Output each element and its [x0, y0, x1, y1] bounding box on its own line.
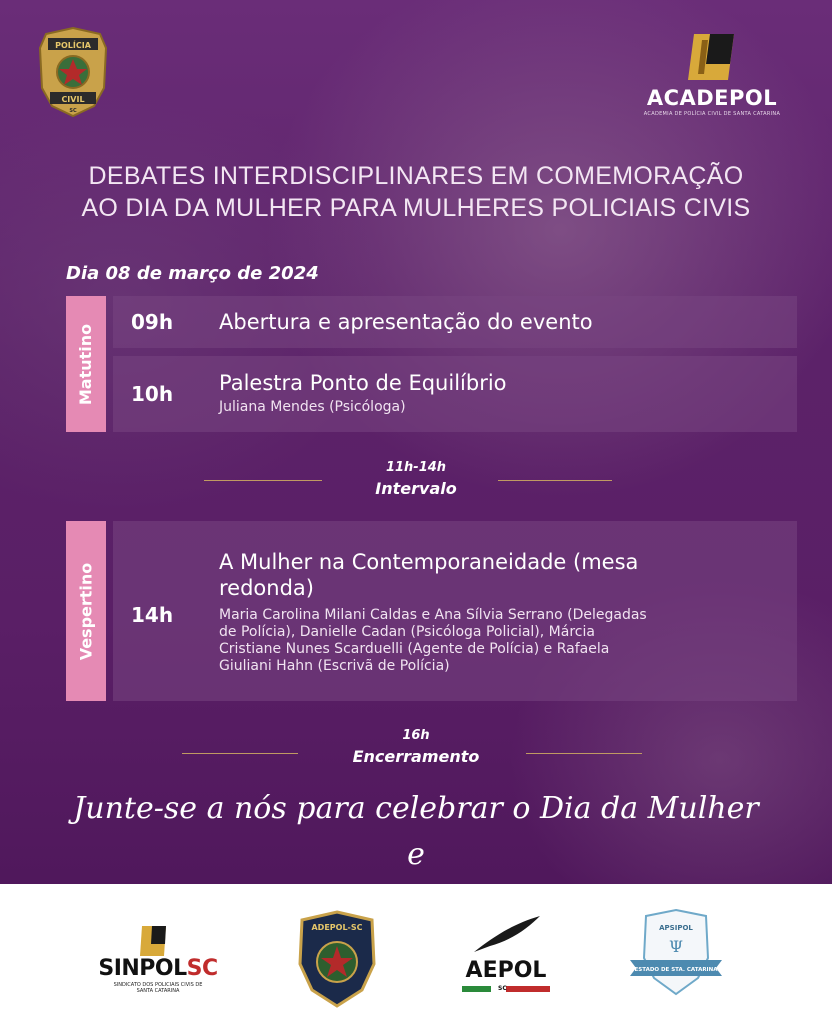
apsipol-ribbon-text: ESTADO DE STA. CATARINA [634, 967, 718, 973]
quill-icon [472, 914, 542, 954]
break-block [0, 460, 832, 498]
aepol-logo [458, 914, 554, 996]
apsipol-logo [628, 908, 724, 996]
schedule-speaker-line: de Polícia), Danielle Cadan (Psicóloga Policial), Márcia [219, 624, 595, 640]
schedule-row [113, 521, 797, 701]
schedule-row [113, 296, 797, 348]
break-time: 11h-14h [385, 460, 447, 475]
schedule-speaker-line: Cristiane Nunes Scarduelli (Agente de Polícia) e Rafaela [219, 641, 610, 657]
period-label-morning: Matutino [66, 296, 106, 432]
sinpol-logo [96, 924, 220, 996]
schedule-row [113, 356, 797, 432]
sinpol-name: SINPOLSC [98, 956, 218, 981]
badge-bottom-text: CIVIL [61, 95, 85, 104]
closing-label: Encerramento [352, 747, 480, 766]
acadepol-logo [624, 30, 800, 122]
schedule-time: 14h [131, 603, 174, 627]
event-date: Dia 08 de março de 2024 [66, 263, 319, 284]
badge-top-text: POLÍCIA [55, 41, 91, 50]
policia-civil-badge [36, 26, 110, 118]
schedule-time: 10h [131, 382, 174, 406]
schedule-title: Palestra Ponto de Equilíbrio [219, 371, 507, 395]
closing-time: 16h [402, 728, 430, 743]
badge-state-text: SC [69, 108, 77, 114]
schedule-time: 09h [131, 310, 174, 334]
partner-logos-footer [0, 884, 832, 1024]
event-title-line-1: DEBATES INTERDISCIPLINARES EM COMEMORAÇÃO [88, 162, 744, 190]
schedule-speaker: Juliana Mendes (Psicóloga) [219, 399, 406, 415]
aepol-stripe: SC [462, 986, 550, 992]
adepol-logo [296, 910, 378, 1008]
event-title [40, 160, 792, 224]
apsipol-name: APSIPOL [659, 924, 693, 932]
schedule-speaker-line: Maria Carolina Milani Caldas e Ana Sílvia Serrano (Delegadas [219, 607, 647, 623]
schedule-title-line-1: A Mulher na Contemporaneidade (mesa [219, 550, 639, 574]
acadepol-mark-icon [682, 30, 742, 84]
tagline-line-1: Junte-se a nós para celebrar o Dia da Mulher e [73, 791, 759, 872]
closing-session-block [0, 728, 832, 766]
acadepol-name: ACADEPOL [646, 86, 778, 110]
acadepol-subtitle: ACADEMIA DE POLÍCIA CIVIL DE SANTA CATARINA [643, 111, 781, 117]
schedule-title: Abertura e apresentação do evento [219, 310, 593, 334]
sinpol-mark-icon [138, 924, 170, 958]
svg-text:Ψ: Ψ [668, 937, 684, 956]
sinpol-subtitle: SINDICATO DOS POLICIAIS CIVIS DE SANTA CATARINA [113, 982, 203, 994]
schedule-title-line-2: redonda) [219, 576, 314, 600]
break-label: Intervalo [375, 479, 457, 498]
period-label-afternoon: Vespertino [66, 521, 106, 701]
adepol-name: ADEPOL-SC [311, 923, 363, 932]
aepol-name: AEPOL [465, 958, 547, 983]
schedule-speaker-line: Giuliani Hahn (Escrivã de Polícia) [219, 658, 450, 674]
event-title-line-2: AO DIA DA MULHER PARA MULHERES POLICIAIS CIVIS [81, 194, 751, 222]
